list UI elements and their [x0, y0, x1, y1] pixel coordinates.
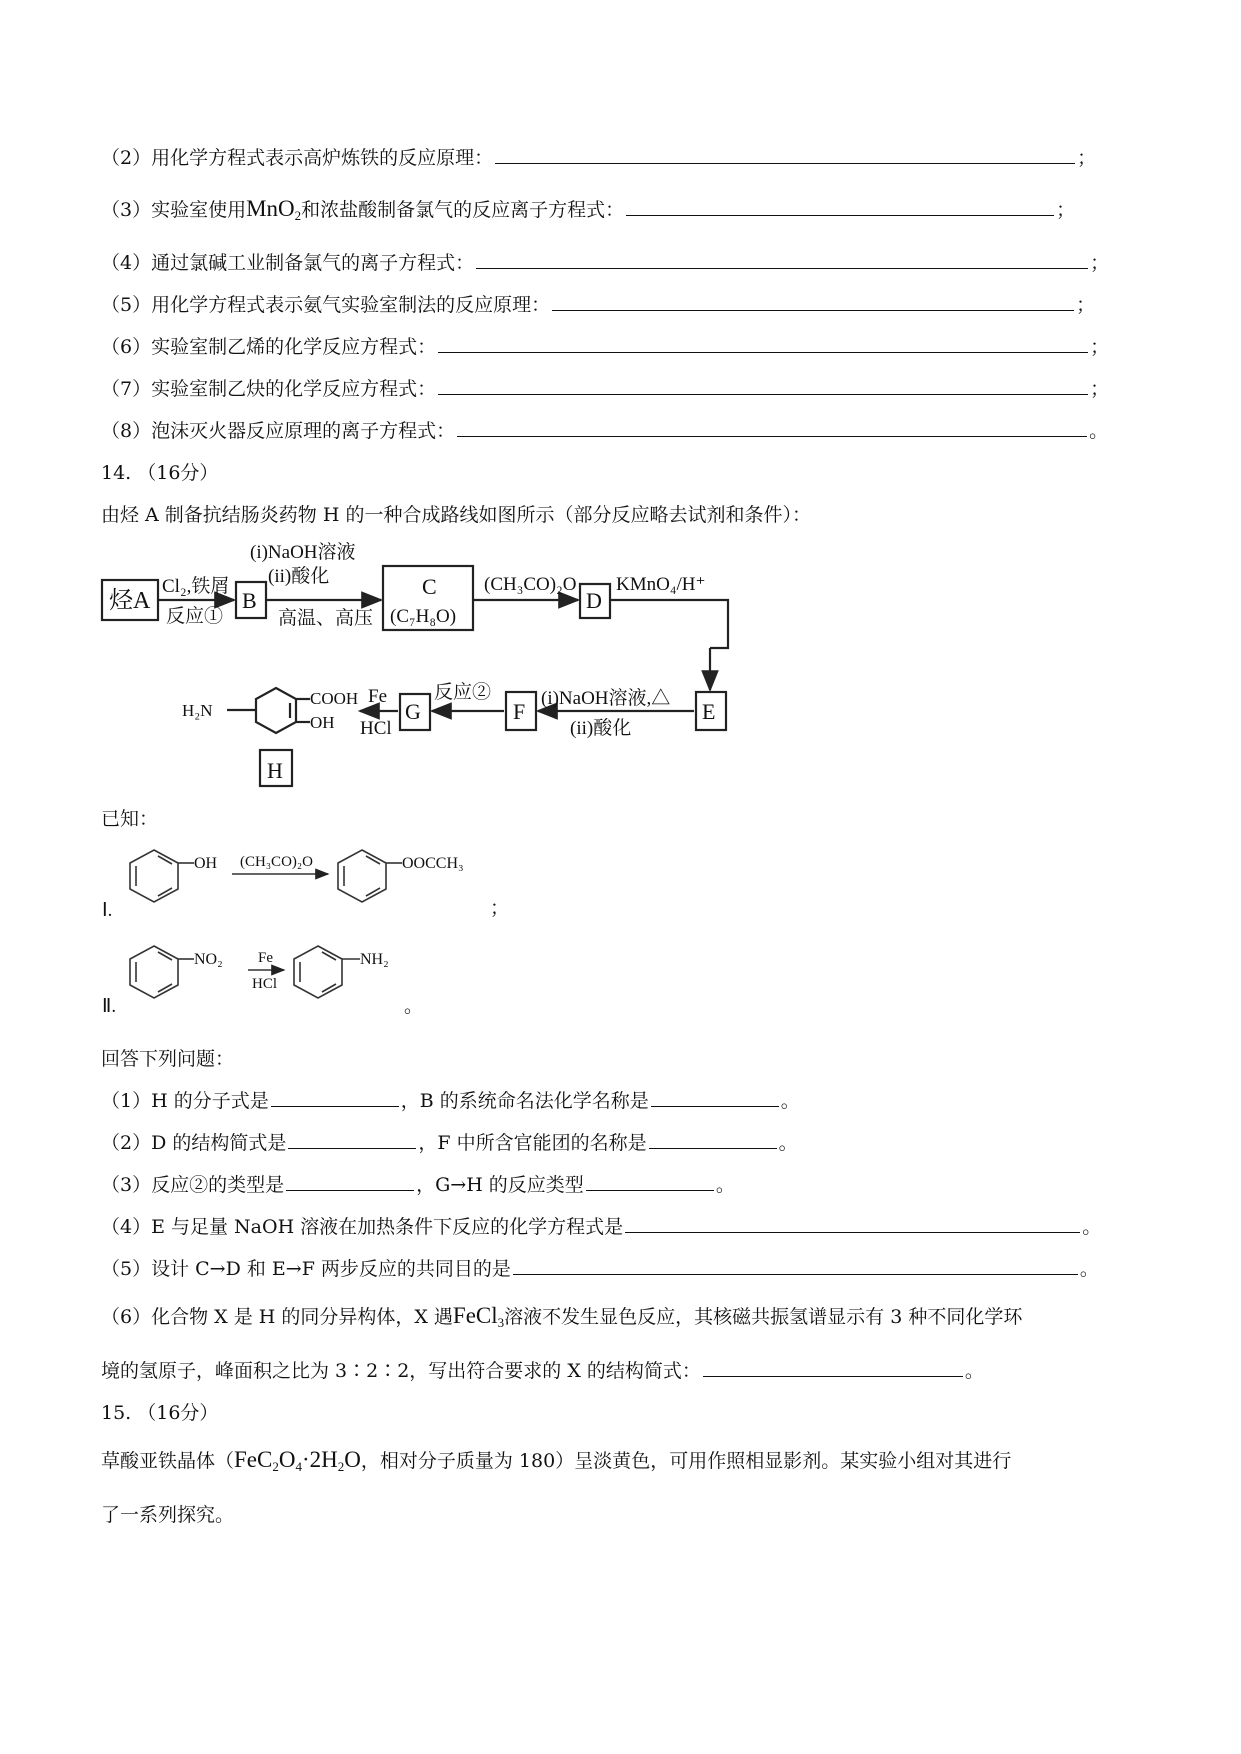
label-c-formula: (C₇H₈O) — [390, 606, 457, 627]
formula-mno2: MnO$_2$ — [246, 196, 302, 223]
q15-heading: 15. （16分） — [101, 1402, 219, 1424]
q13-item-3-pre: （3）实验室使用 — [101, 199, 247, 221]
q14-part-3-a: （3）反应②的类型是 — [101, 1174, 285, 1196]
q15-pre: 草酸亚铁晶体（ — [101, 1450, 235, 1472]
label-h-cooh: COOH — [310, 689, 359, 708]
punct: ； — [1077, 147, 1097, 169]
q14-part-1-a: （1）H 的分子式是 — [101, 1090, 269, 1112]
label-step6: 反应② — [434, 682, 492, 703]
label-step2-top1: (i)NaOH溶液 — [250, 542, 356, 563]
known2-num: Ⅱ. — [102, 996, 117, 1017]
q15-post: ，相对分子质量为 180）呈淡黄色，可用作照相显影剂。某实验小组对其进行 — [360, 1450, 1012, 1472]
label-step2-top2: (ii)酸化 — [268, 566, 330, 587]
q13-item-3 — [101, 196, 1075, 229]
benzene-ring-1 — [130, 850, 178, 902]
q13-item-3-post: 和浓盐酸制备氯气的反应离子方程式： — [301, 199, 625, 221]
formula-fecl3: FeCl$_3$ — [452, 1303, 505, 1330]
q13-item-5-label: （5）用化学方程式表示氨气实验室制法的反应原理： — [101, 294, 551, 316]
label-step5-top: (i)NaOH溶液,△ — [541, 688, 671, 709]
answer-blank[interactable] — [651, 1088, 779, 1107]
punct: 。 — [964, 1360, 984, 1382]
known-reaction-1 — [100, 844, 520, 924]
q14-part-4 — [101, 1214, 1101, 1240]
answer-blank[interactable] — [288, 1130, 416, 1149]
label-step7-top: Fe — [368, 686, 387, 707]
answer-blank[interactable] — [625, 1214, 1080, 1233]
q13-item-2 — [101, 145, 1096, 171]
q13-item-8-label: （8）泡沫灭火器反应原理的离子方程式： — [101, 420, 456, 442]
punct: 。 — [715, 1174, 735, 1196]
answer-blank[interactable] — [586, 1172, 714, 1191]
q14-part-6-post: 溶液不发生显色反应，其核磁共振氢谱显示有 3 种不同化学环 — [504, 1306, 1023, 1328]
q15-intro-line1 — [101, 1447, 1011, 1480]
known1-oh: OH — [194, 855, 218, 872]
benzene-ring-3 — [130, 946, 178, 998]
answer-blank[interactable] — [457, 418, 1087, 437]
label-d: D — [586, 588, 602, 613]
label-step4: KMnO₄/H⁺ — [616, 574, 706, 595]
q14-part-6-line2-text: 境的氢原子，峰面积之比为 3∶2∶2，写出符合要求的 X 的结构简式： — [101, 1360, 701, 1382]
q14-part-1 — [101, 1088, 800, 1114]
label-g: G — [405, 699, 421, 724]
q14-part-3 — [101, 1172, 735, 1198]
answer-blank[interactable] — [513, 1256, 1078, 1275]
label-hydrocarbon-a: 烃A — [109, 588, 151, 614]
punct: 。 — [1079, 1258, 1099, 1280]
formula-fec2o4: $FeC_2O_4\cdot 2H_2O$ — [234, 1447, 361, 1474]
q13-item-6 — [101, 334, 1109, 360]
known2-reagent-top: Fe — [258, 950, 273, 966]
label-f: F — [513, 699, 526, 724]
answer-blank[interactable] — [286, 1172, 414, 1191]
known2-product: NH₂ — [360, 951, 389, 968]
answer-label: 回答下列问题： — [101, 1048, 235, 1070]
known2-no2: NO₂ — [194, 951, 223, 968]
label-h-nh2: H₂N — [182, 701, 213, 720]
answer-blank[interactable] — [271, 1088, 399, 1107]
answer-blank[interactable] — [703, 1358, 963, 1377]
q13-item-7-label: （7）实验室制乙炔的化学反应方程式： — [101, 378, 437, 400]
q13-item-5 — [101, 292, 1095, 318]
known1-product: OOCCH₃ — [402, 855, 464, 872]
punct: ； — [1090, 336, 1110, 358]
q14-part-2-b: ，F 中所含官能团的名称是 — [418, 1132, 647, 1154]
q14-part-5 — [101, 1256, 1099, 1282]
answer-blank[interactable] — [649, 1130, 777, 1149]
punct: ； — [1090, 252, 1110, 274]
q14-part-2 — [101, 1130, 798, 1156]
known1-end: ； — [490, 898, 510, 919]
label-e: E — [702, 699, 716, 724]
q13-item-2-label: （2）用化学方程式表示高炉炼铁的反应原理： — [101, 147, 494, 169]
q14-part-6-pre: （6）化合物 X 是 H 的同分异构体，X 遇 — [101, 1306, 453, 1328]
answer-blank[interactable] — [438, 376, 1088, 395]
punct: ； — [1076, 294, 1096, 316]
q14-part-2-a: （2）D 的结构简式是 — [101, 1132, 287, 1154]
q13-item-8 — [101, 418, 1108, 444]
known1-reagent: (CH₃CO)₂O — [240, 854, 313, 870]
label-step1-top: Cl₂,铁屑 — [162, 576, 230, 597]
punct: 。 — [1082, 1216, 1102, 1238]
punct: 。 — [778, 1132, 798, 1154]
punct: ； — [1056, 199, 1076, 221]
known2-reagent-bottom: HCl — [252, 976, 278, 992]
q13-item-6-label: （6）实验室制乙烯的化学反应方程式： — [101, 336, 437, 358]
q14-heading: 14. （16分） — [101, 462, 219, 484]
label-step1-bottom: 反应① — [166, 606, 224, 627]
q14-intro: 由烃 A 制备抗结肠炎药物 H 的一种合成路线如图所示（部分反应略去试剂和条件）： — [101, 504, 811, 526]
punct: 。 — [780, 1090, 800, 1112]
answer-blank[interactable] — [626, 197, 1054, 216]
q13-item-4 — [101, 250, 1109, 276]
q13-item-7 — [101, 376, 1109, 402]
q14-part-3-b: ，G→H 的反应类型 — [416, 1174, 584, 1196]
benzene-ring-2 — [338, 850, 386, 902]
answer-blank[interactable] — [438, 334, 1088, 353]
label-h-oh: OH — [310, 713, 335, 732]
known-reaction-2 — [100, 940, 520, 1020]
synthesis-route-diagram — [100, 538, 740, 798]
answer-blank[interactable] — [476, 250, 1088, 269]
answer-blank[interactable] — [495, 145, 1075, 164]
q14-part-6-line1 — [101, 1303, 1022, 1336]
label-b: B — [242, 588, 257, 613]
known2-end: 。 — [404, 996, 424, 1017]
q14-part-4-a: （4）E 与足量 NaOH 溶液在加热条件下反应的化学方程式是 — [101, 1216, 624, 1238]
label-step7-bottom: HCl — [360, 718, 392, 739]
label-step5-bottom: (ii)酸化 — [570, 718, 632, 739]
label-step2-bottom: 高温、高压 — [278, 608, 374, 629]
q14-part-6-line2 — [101, 1358, 984, 1384]
benzene-ring-4 — [294, 946, 342, 998]
answer-blank[interactable] — [552, 292, 1074, 311]
q15-intro-line2: 了一系列探究。 — [101, 1504, 235, 1526]
label-c: C — [422, 574, 437, 599]
punct: ； — [1090, 378, 1110, 400]
punct: 。 — [1089, 420, 1109, 442]
label-step3: (CH₃CO)₂O — [484, 574, 577, 595]
label-h: H — [267, 758, 283, 783]
known1-num: Ⅰ. — [102, 900, 113, 921]
q13-item-4-label: （4）通过氯碱工业制备氯气的离子方程式： — [101, 252, 475, 274]
q14-part-5-a: （5）设计 C→D 和 E→F 两步反应的共同目的是 — [101, 1258, 511, 1280]
q14-part-1-b: ，B 的系统命名法化学名称是 — [400, 1090, 649, 1112]
known-label: 已知： — [101, 808, 159, 830]
